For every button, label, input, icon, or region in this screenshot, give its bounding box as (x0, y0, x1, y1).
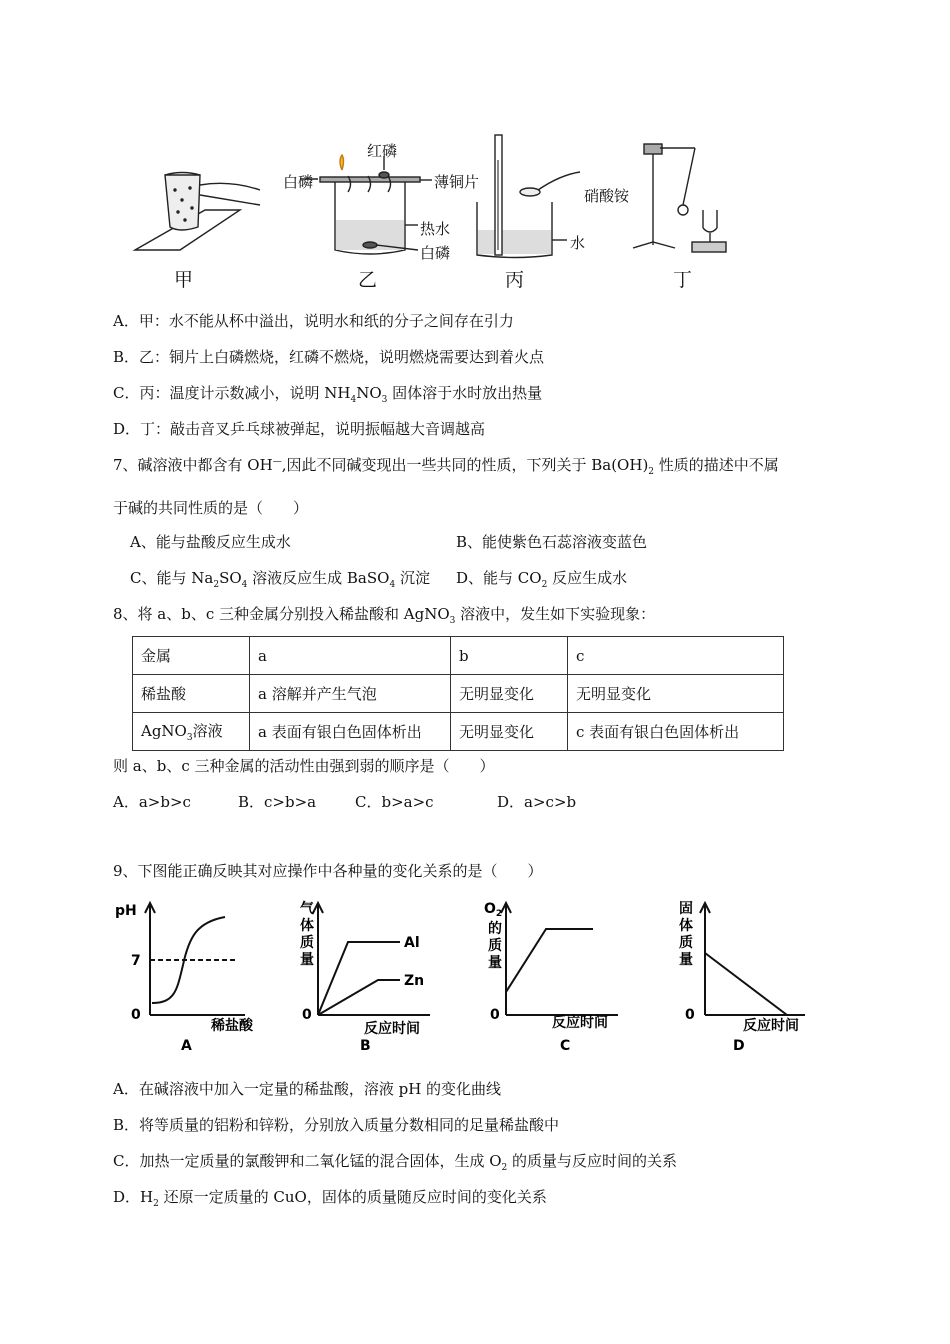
chart-b (290, 895, 440, 1055)
x-label: 反应时间 (743, 1018, 799, 1034)
table-cell: c 表面有银白色固体析出 (568, 713, 784, 751)
q8-option-d: D．a>c>b (497, 793, 577, 811)
q9-option-d: D．$H_2$ 还原一定质量的 CuO，固体的质量随反应时间的变化关系 (113, 1188, 547, 1209)
zero-label: 0 (302, 1007, 312, 1023)
q9-stem: 9、下图能正确反映其对应操作中各种量的变化关系的是（ ） (113, 862, 543, 880)
chart-a (115, 895, 255, 1055)
q9-option-a: A．在碱溶液中加入一定量的稀盐酸，溶液 pH 的变化曲线 (113, 1080, 502, 1098)
q7-option-a: A、能与盐酸反应生成水 (130, 533, 291, 551)
y-label-4: 量 (488, 955, 502, 971)
label-white-p-bottom: 白磷 (420, 244, 451, 262)
figure-yi (300, 155, 432, 254)
x-label: 稀盐酸 (211, 1018, 253, 1034)
table-cell: a 表面有银白色固体析出 (250, 713, 451, 751)
figure-ding (633, 144, 726, 252)
zero-label: 0 (131, 1007, 141, 1023)
table-row (133, 637, 784, 675)
y-label-3: 质 (679, 935, 693, 951)
y-label-2: 体 (300, 918, 314, 934)
figure-bing (477, 135, 580, 258)
label-red-p: 红磷 (367, 142, 398, 160)
q6-option-b: B．乙：铜片上白磷燃烧，红磷不燃烧，说明燃烧需要达到着火点 (113, 348, 545, 366)
q6-option-c: C．丙：温度计示数减小，说明 $NH_4NO_3$ 固体溶于水时放出热量 (113, 384, 543, 405)
q8-stem: 8、将 a、b、c 三种金属分别投入稀盐酸和 AgNO$_3$ 溶液中，发生如下实验现象： (113, 605, 656, 626)
table-cell: a (250, 637, 451, 675)
figure-label-yi: 乙 (358, 269, 378, 291)
table-cell: 稀盐酸 (133, 675, 250, 713)
q8-option-c: C．b>a>c (355, 793, 434, 811)
x-label: 反应时间 (552, 1015, 608, 1031)
y-label-4: 量 (679, 952, 693, 968)
table-cell: 无明显变化 (451, 675, 568, 713)
table-cell: c (568, 637, 784, 675)
table-cell: b (451, 637, 568, 675)
series-label-zn: Zn (404, 973, 425, 989)
tick-7: 7 (131, 953, 141, 969)
y-label-3: 质 (300, 935, 314, 951)
figure-label-jia: 甲 (174, 269, 194, 291)
chart-letter: A (181, 1038, 192, 1054)
series-line (506, 929, 593, 992)
table-cell: 无明显变化 (568, 675, 784, 713)
chart-letter: B (360, 1038, 371, 1054)
q7-stem-line1: 7、碱溶液中都含有 OH—,因此不同碱变现出一些共同的性质，下列关于 $Ba(OH)_2$ 性质的描述中不属 (113, 456, 779, 477)
figure-jia (135, 173, 260, 251)
y-label-4: 量 (300, 952, 314, 968)
zero-label: 0 (490, 1007, 500, 1023)
table-cell: a 溶解并产生气泡 (250, 675, 451, 713)
y-label-1: 固 (679, 901, 693, 917)
series-line (705, 953, 787, 1015)
table-cell: 无明显变化 (451, 713, 568, 751)
y-label-o2: $O_2$ (484, 901, 503, 919)
metal-table (132, 636, 784, 751)
y-label-2: 的 (488, 921, 502, 937)
figure-label-bing: 丙 (505, 269, 525, 291)
label-white-p-left: 白磷 (283, 173, 314, 191)
table-cell: AgNO$_3$溶液 (133, 713, 250, 751)
q8-option-b: B．c>b>a (238, 793, 317, 811)
q7-option-d: D、能与 $CO_2$ 反应生成水 (456, 569, 628, 590)
y-label-1: 气 (300, 901, 314, 917)
label-copper: 薄铜片 (434, 173, 480, 191)
label-nh4no3: 硝酸铵 (584, 187, 630, 205)
figure-label-ding: 丁 (673, 269, 693, 291)
q9-option-b: B．将等质量的铝粉和锌粉，分别放入质量分数相同的足量稀盐酸中 (113, 1116, 560, 1134)
label-hot-water: 热水 (420, 220, 451, 238)
x-label: 反应时间 (364, 1021, 420, 1037)
series-label-al: Al (404, 935, 420, 951)
table-row (133, 713, 784, 751)
table-row (133, 675, 784, 713)
chart-c (478, 895, 628, 1055)
y-label: pH (115, 903, 137, 919)
q6-option-d: D．丁：敲击音叉乒乓球被弹起，说明振幅越大音调越高 (113, 420, 486, 438)
q9-option-c: C．加热一定质量的氯酸钾和二氧化锰的混合固体，生成 $O_2$ 的质量与反应时间的关系 (113, 1152, 678, 1173)
y-label-2: 体 (679, 918, 693, 934)
label-water: 水 (570, 234, 586, 252)
q7-stem-line2: 于碱的共同性质的是（ ） (113, 499, 309, 517)
q7-option-c: C、能与 $Na_2SO_4$ 溶液反应生成 BaSO$_4$ 沉淀 (130, 569, 430, 590)
q8-after: 则 a、b、c 三种金属的活动性由强到弱的顺序是（ ） (113, 757, 495, 775)
chart-letter: D (733, 1038, 745, 1054)
experiment-figures (120, 130, 760, 290)
q6-option-a: A．甲：水不能从杯中溢出，说明水和纸的分子之间存在引力 (113, 312, 514, 330)
chart-letter: C (560, 1038, 571, 1054)
chart-d (675, 895, 815, 1055)
table-cell: 金属 (133, 637, 250, 675)
y-label-3: 质 (488, 938, 502, 954)
q7-option-b: B、能使紫色石蕊溶液变蓝色 (456, 533, 648, 551)
series-al (318, 942, 400, 1015)
q8-option-a: A．a>b>c (113, 793, 191, 811)
zero-label: 0 (685, 1007, 695, 1023)
